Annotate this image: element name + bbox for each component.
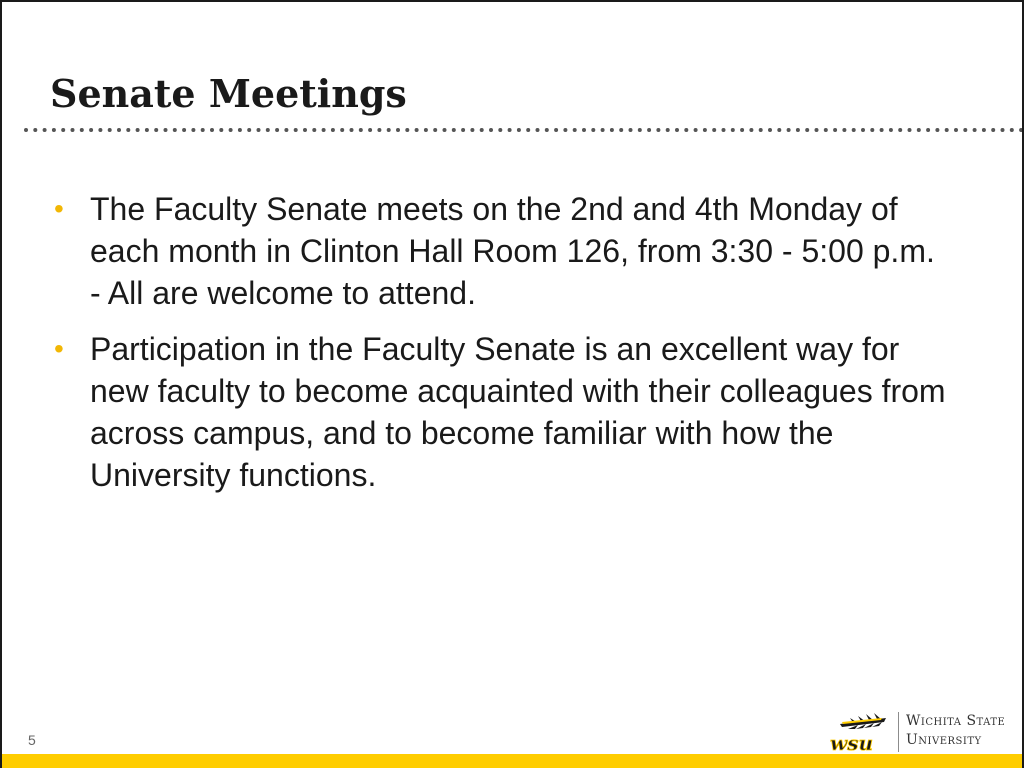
slide-title: Senate Meetings <box>50 71 407 116</box>
slide-number: 5 <box>28 732 36 748</box>
university-logo <box>828 710 1018 754</box>
bullet-dot-icon: • <box>54 333 64 364</box>
logo-wordmark <box>906 712 1005 750</box>
logo-mark-text: wsu <box>830 731 874 754</box>
logo-line-1: Wichita State <box>906 713 1006 729</box>
bullet-text: Participation in the Faculty Senate is an excellent way for new faculty to become acquainted with their colleagues from across campus, and to become familiar with how the University functions. <box>90 331 946 493</box>
bullet-item-participation <box>54 328 954 496</box>
bottom-gold-band <box>2 754 1024 768</box>
logo-divider <box>898 712 899 752</box>
bullet-item-meetings <box>54 188 954 314</box>
title-dotted-divider <box>24 126 1024 134</box>
bullet-text: The Faculty Senate meets on the 2nd and 4th Monday of each month in Clinton Hall Room 126, from 3:30 - 5:00 p.m. - All are welcome to attend. <box>90 191 935 311</box>
logo-line-2: University <box>906 732 982 748</box>
bullet-dot-icon: • <box>54 193 64 224</box>
shocker-wheat-icon <box>828 710 892 754</box>
bullet-list <box>54 188 954 510</box>
